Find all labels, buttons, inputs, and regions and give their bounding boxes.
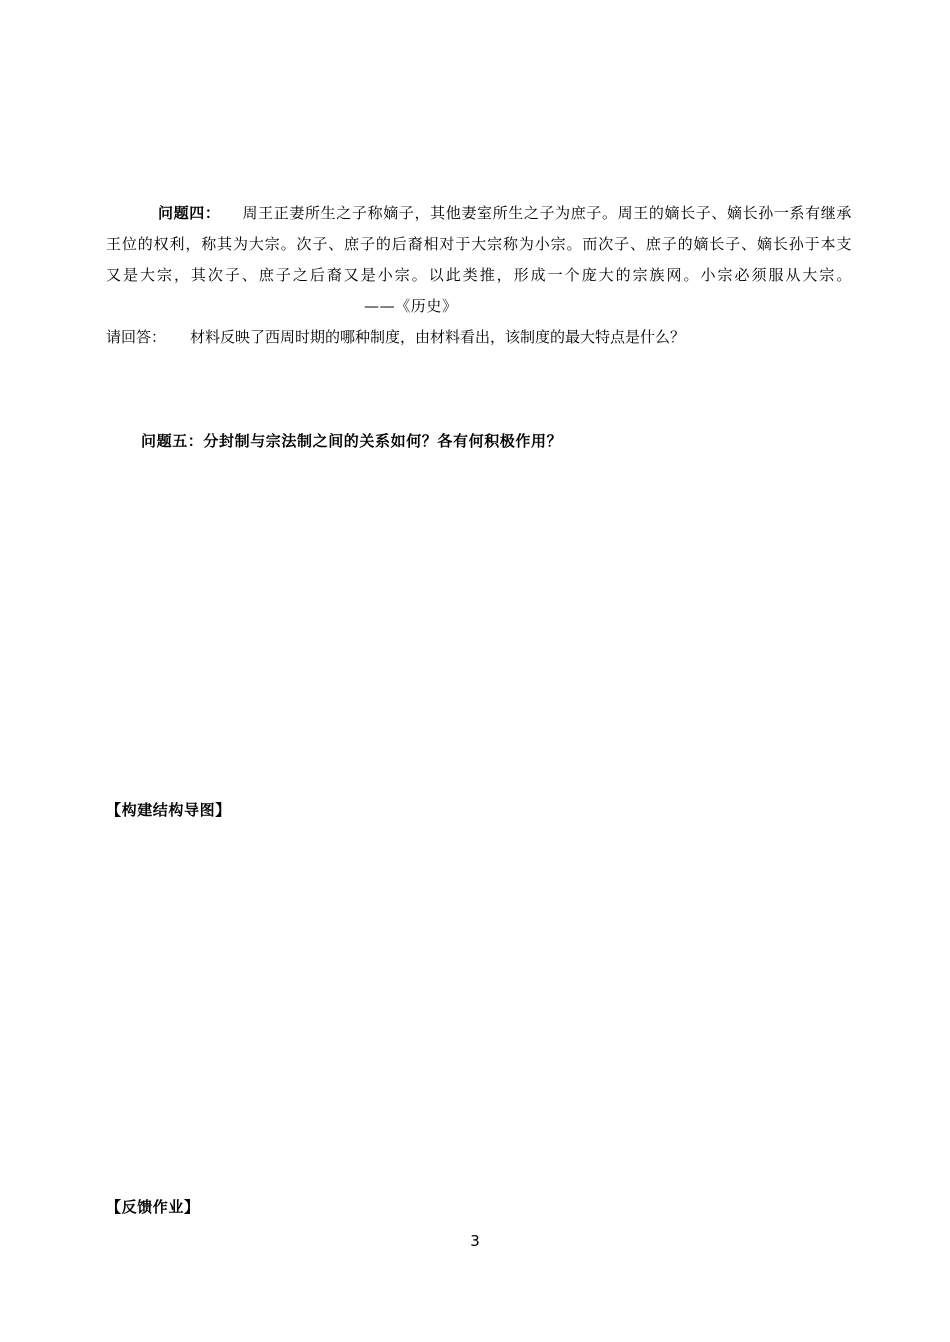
page-number: 3 xyxy=(470,1232,480,1250)
question-4-prompt-label: 请回答： xyxy=(106,328,167,346)
question-4-material-paragraph xyxy=(106,198,852,322)
section-heading-homework: 【反馈作业】 xyxy=(106,1198,200,1216)
question-4-prompt-text: 材料反映了西周时期的哪种制度，由材料看出，该制度的最大特点是什么？ xyxy=(190,328,686,346)
question-4-prompt xyxy=(106,322,852,353)
section-heading-mind-map: 【构建结构导图】 xyxy=(106,801,231,819)
question-4-material: 周王正妻所生之子称嫡子，其他妻室所生之子为庶子。周王的嫡长子、嫡长孙一系有继承王位的权利，称其为大宗。次子、庶子的后裔相对于大宗称为小宗。而次子、庶子的嫡长子、嫡长孙于本支又是大宗，其次子、庶子之后裔又是小宗。以此类推，形成一个庞大的宗族网。小宗必须服从大宗。 xyxy=(106,204,852,284)
question-4-block xyxy=(106,198,852,353)
question-4-label: 问题四： xyxy=(158,204,221,222)
question-4-source: ——《历史》 xyxy=(364,297,458,315)
question-5: 问题五：分封制与宗法制之间的关系如何？各有何积极作用？ xyxy=(141,432,563,450)
